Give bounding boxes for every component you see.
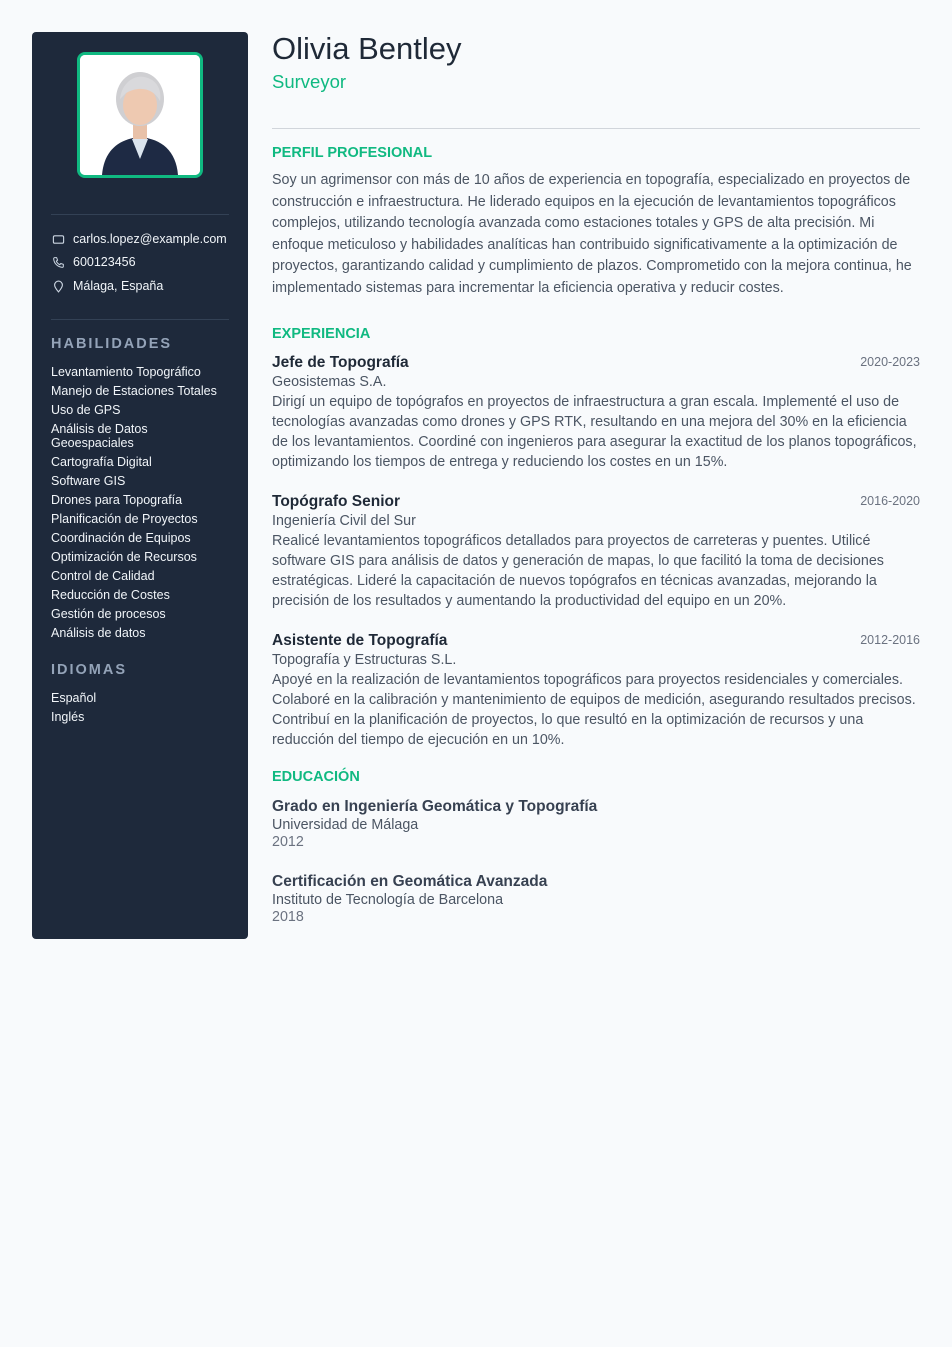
education-year: 2018 xyxy=(272,909,304,925)
contact-phone[interactable] xyxy=(51,253,241,271)
contact-location xyxy=(51,277,241,295)
education-year: 2012 xyxy=(272,834,304,850)
job-description: Realicé levantamientos topográficos detallados para proyectos de carreteras y puentes. Utilicé software GIS para análisis de datos y generación de mapas, lo que facilitó la toma de decisiones estratégicas. Lideré la capacitación de nuevos topógrafos en técnicas avanzadas, mejorando la precisión de los resultados y aumentando la productividad del equipo en un 20%. xyxy=(272,533,884,609)
header-divider xyxy=(272,128,920,129)
language-item: Español xyxy=(51,691,97,705)
sidebar xyxy=(32,32,248,939)
skill-item: Optimización de Recursos xyxy=(51,550,197,564)
job-dates: 2012-2016 xyxy=(860,633,920,647)
skill-item: Software GIS xyxy=(51,474,126,488)
skill-item: Levantamiento Topográfico xyxy=(51,365,201,379)
map-pin-icon xyxy=(51,279,65,293)
phone-text: 600123456 xyxy=(73,255,136,269)
experience-heading: EXPERIENCIA xyxy=(272,326,371,342)
language-item: Inglés xyxy=(51,710,85,724)
skills-heading: HABILIDADES xyxy=(51,336,173,352)
skill-item: Manejo de Estaciones Totales xyxy=(51,384,217,398)
skill-item: Reducción de Costes xyxy=(51,588,170,602)
job-title: Jefe de Topografía xyxy=(272,354,409,371)
skill-item: Gestión de procesos xyxy=(51,607,166,621)
languages-list xyxy=(51,691,231,729)
experience-list xyxy=(272,353,920,750)
job-description: Dirigí un equipo de topógrafos en proyectos de infraestructura a gran escala. Implementé el uso de tecnologías avanzadas como drones y GPS RTK, resultando en una mejora del 30% en la eficiencia de los levantamientos. Coordiné con ingenieros para asegurar la exactitud de los planos topográficos, optimizando los tiempos de entrega y reduciendo los costes en un 15%. xyxy=(272,394,917,470)
avatar xyxy=(80,55,200,175)
email-text: carlos.lopez@example.com xyxy=(73,232,227,246)
job-dates: 2016-2020 xyxy=(860,494,920,508)
job-company: Geosistemas S.A. xyxy=(272,374,387,390)
envelope-icon xyxy=(51,232,65,246)
sidebar-divider xyxy=(51,319,229,320)
education-entry xyxy=(272,797,920,851)
job-entry xyxy=(272,492,920,611)
job-company: Ingeniería Civil del Sur xyxy=(272,513,416,529)
education-list xyxy=(272,797,920,926)
summary-text: Soy un agrimensor con más de 10 años de experiencia en topografía, especializado en proyectos de construcción e infraestructura. He liderado equipos en la ejecución de levantamientos topográficos complejos, utilizando tecnología avanzada como estaciones totales y GPS de alta precisión. Mi enfoque meticuloso y habilidades analíticas han contribuido significativamente a la optimización de proyectos, garantizando calidad y cumplimiento de plazos. Comprometido con la mejora continua, he implementado sistemas para incrementar la eficiencia operativa y reducir costes. xyxy=(272,172,912,296)
skill-item: Análisis de Datos Geoespaciales xyxy=(51,422,148,450)
education-institution: Universidad de Málaga xyxy=(272,817,419,833)
experience-section xyxy=(272,325,920,750)
summary-section xyxy=(272,144,920,299)
skill-item: Drones para Topografía xyxy=(51,493,183,507)
languages-heading: IDIOMAS xyxy=(51,662,128,678)
job-description: Apoyé en la realización de levantamientos topográficos para proyectos residenciales y comerciales. Colaboré en la calibración y mantenimiento de equipos de medición, asegurando resultados precisos. Contribuí en la planificación de proyectos, lo que resultó en la optimización de recursos y una reducción del tiempo de ejecución en un 10%. xyxy=(272,672,916,748)
candidate-role: Surveyor xyxy=(272,71,347,92)
skill-item: Planificación de Proyectos xyxy=(51,512,198,526)
job-entry xyxy=(272,353,920,472)
skill-item: Coordinación de Equipos xyxy=(51,531,191,545)
skill-item: Uso de GPS xyxy=(51,403,121,417)
job-entry xyxy=(272,631,920,750)
education-degree: Certificación en Geomática Avanzada xyxy=(272,873,548,890)
location-text: Málaga, España xyxy=(73,279,164,293)
main-content xyxy=(272,30,920,926)
summary-heading: PERFIL PROFESIONAL xyxy=(272,145,433,161)
education-section xyxy=(272,768,920,926)
skill-item: Análisis de datos xyxy=(51,626,146,640)
education-entry xyxy=(272,872,920,926)
skill-item: Cartografía Digital xyxy=(51,455,152,469)
phone-icon xyxy=(51,255,65,269)
candidate-name: Olivia Bentley xyxy=(272,31,462,66)
education-heading: EDUCACIÓN xyxy=(272,769,360,785)
job-dates: 2020-2023 xyxy=(860,355,920,369)
education-degree: Grado en Ingeniería Geomática y Topografía xyxy=(272,798,598,815)
job-title: Topógrafo Senior xyxy=(272,493,401,510)
contact-email[interactable] xyxy=(51,230,241,248)
sidebar-divider xyxy=(51,214,229,215)
job-company: Topografía y Estructuras S.L. xyxy=(272,652,457,668)
education-institution: Instituto de Tecnología de Barcelona xyxy=(272,892,504,908)
skill-item: Control de Calidad xyxy=(51,569,155,583)
skills-list xyxy=(51,365,231,645)
profile-photo xyxy=(77,52,203,178)
job-title: Asistente de Topografía xyxy=(272,632,448,649)
